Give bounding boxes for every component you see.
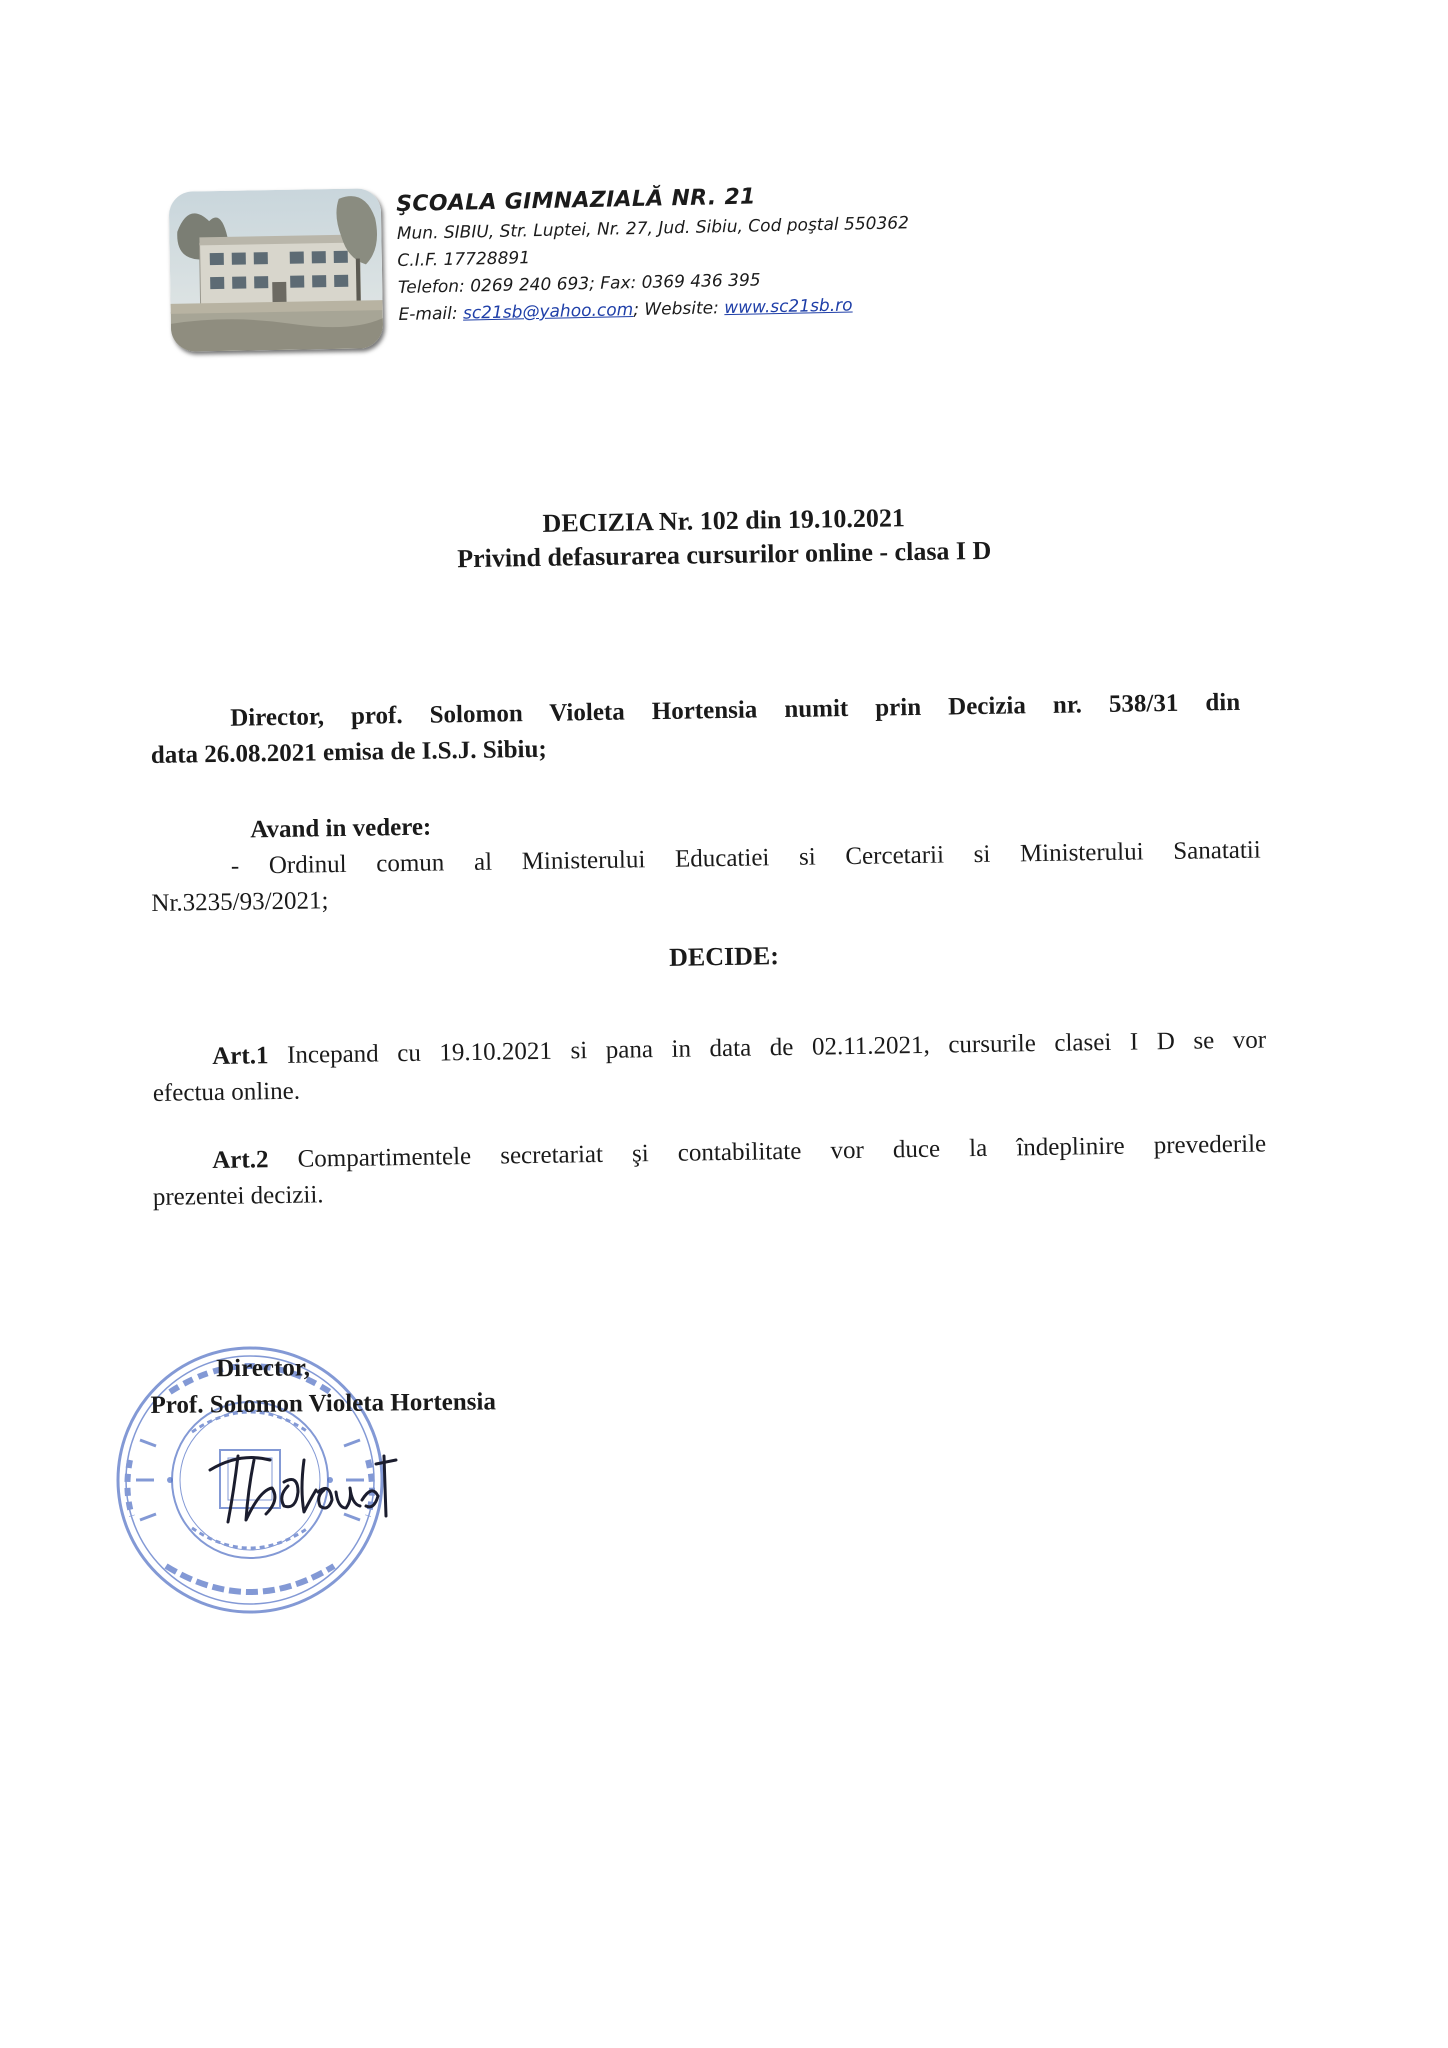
article-1-label: Art.1 bbox=[212, 1042, 269, 1071]
signature-block bbox=[150, 1347, 671, 1424]
article-2-line-2: prezentei decizii. bbox=[152, 1181, 324, 1211]
handwritten-signature-icon bbox=[200, 1430, 400, 1540]
article-1 bbox=[152, 1023, 1267, 1112]
contact-separator: ; bbox=[633, 299, 640, 321]
website-link[interactable]: www.sc21sb.ro bbox=[724, 295, 853, 319]
article-2-label: Art.2 bbox=[212, 1146, 269, 1175]
director-intro-line-1: Director, prof. Solomon Violeta Hortensia numit prin Decizia nr. 538/31 din bbox=[230, 688, 1241, 732]
article-2-text: Compartimentele secretariat şi contabilitate vor duce la îndeplinire prevederile bbox=[268, 1130, 1267, 1174]
email-link[interactable]: sc21sb@yahoo.com bbox=[462, 300, 634, 324]
considering-section bbox=[150, 797, 1262, 922]
email-label: E-mail: bbox=[398, 303, 458, 325]
school-phone-fax: Telefon: 0269 240 693; Fax: 0369 436 395 bbox=[397, 270, 761, 298]
school-cif: C.I.F. 17728891 bbox=[397, 248, 531, 271]
website-label: Website: bbox=[644, 298, 720, 320]
article-2 bbox=[152, 1127, 1267, 1216]
decision-subject: Privind defasurarea cursurilor online - clasa I D bbox=[456, 535, 992, 574]
signatory-name: Prof. Solomon Violeta Hortensia bbox=[150, 1388, 497, 1419]
article-1-text: Incepand cu 19.10.2021 si pana in data de 02.11.2021, cursurile clasei I D se vor bbox=[268, 1026, 1267, 1070]
school-address: Mun. SIBIU, Str. Luptei, Nr. 27, Jud. Sibiu, Cod poştal 550362 bbox=[396, 213, 910, 244]
considering-item-line-2: Nr.3235/93/2021; bbox=[151, 887, 329, 917]
director-intro-paragraph bbox=[150, 685, 1241, 774]
director-intro-line-2: data 26.08.2021 emisa de I.S.J. Sibiu; bbox=[150, 735, 547, 769]
decision-number: DECIZIA Nr. 102 din 19.10.2021 bbox=[542, 503, 906, 538]
signatory-role: Director, bbox=[216, 1354, 311, 1383]
considering-heading: Avand in vedere: bbox=[250, 813, 432, 844]
school-name: ŞCOALA GIMNAZIALĂ NR. 21 bbox=[396, 184, 756, 217]
article-1-line-2: efectua online. bbox=[152, 1077, 301, 1107]
document-title bbox=[0, 493, 1448, 584]
decide-heading: DECIDE: bbox=[668, 941, 780, 972]
school-building-photo bbox=[169, 188, 384, 352]
letterhead bbox=[396, 179, 1039, 329]
school-building-icon bbox=[169, 188, 384, 352]
considering-item-line-1: - Ordinul comun al Ministerului Educatiei si Cercetarii si Ministerului Sanatatii bbox=[230, 836, 1261, 880]
